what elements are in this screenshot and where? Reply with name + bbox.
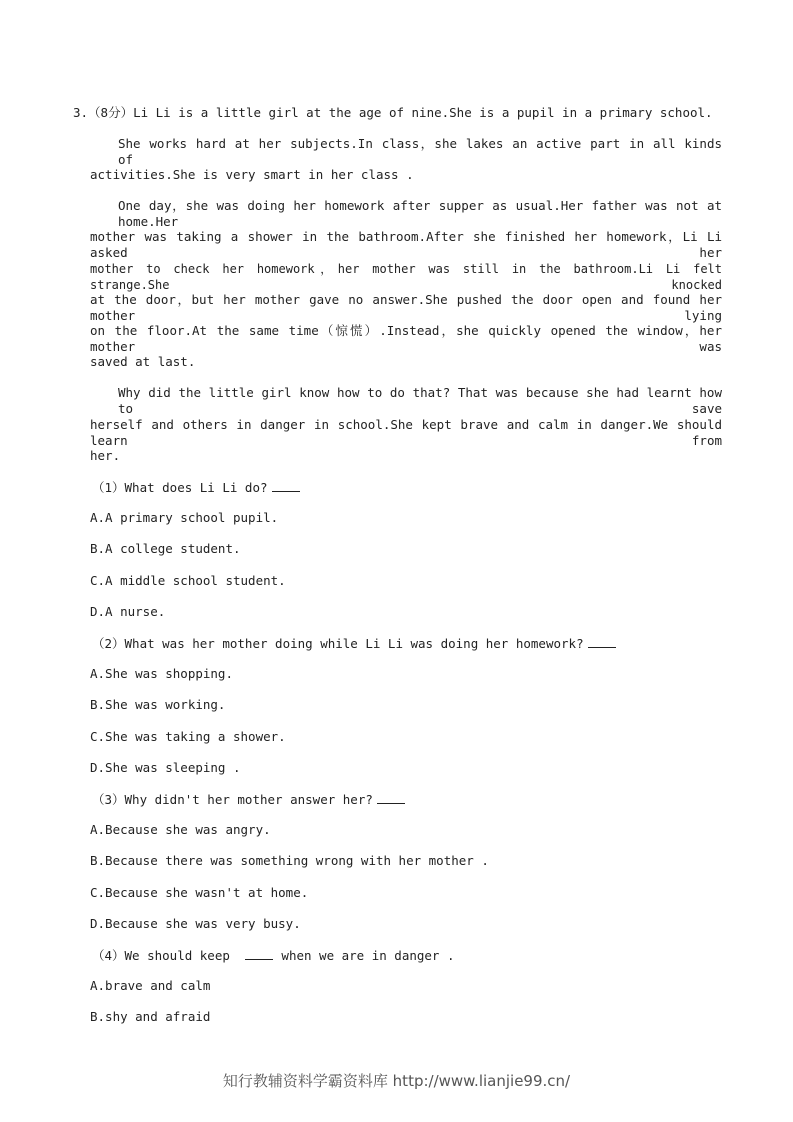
answer-blank[interactable] [377,791,405,804]
option: A.brave and calm [90,978,211,993]
option: D.She was sleeping . [90,760,241,775]
option: B.She was working. [90,697,226,712]
passage-line: herself and others in danger in school.She kept brave and calm in danger.We should learn from [90,417,722,448]
question-header: 3.（8分）Li Li is a little girl at the age of nine.She is a pupil in a primary school. [73,105,713,120]
question-stem-2: （2）What was her mother doing while Li Li was doing her homework? [92,635,616,652]
option: A.Because she was angry. [90,822,271,837]
page-footer-watermark: 知行教辅资料学霸资料库 http://www.lianjie99.cn/ [222,1072,571,1090]
passage-line: her. [90,448,121,463]
question-stem-3: （3）Why didn't her mother answer her? [92,791,405,808]
passage-line: activities.She is very smart in her class . [90,167,414,182]
passage-line: mother was taking a shower in the bathroom.After she finished her homework，Li Li asked her [90,229,722,260]
passage-line: She works hard at her subjects.In class，she lakes an active part in all kinds of [118,136,722,167]
answer-blank[interactable] [588,635,616,648]
option: B.A college student. [90,541,241,556]
option: C.A middle school student. [90,573,286,588]
option: D.Because she was very busy. [90,916,301,931]
passage-line: saved at last. [90,354,196,369]
answer-blank[interactable] [245,947,273,960]
passage-line: at the door，but her mother gave no answer.She pushed the door open and found her mother lying [90,292,722,323]
option: A.She was shopping. [90,666,233,681]
passage-line: on the floor.At the same time（惊慌）.Instead，she quickly opened the window，her mother was [90,323,722,354]
option: B.Because there was something wrong with her mother . [90,853,489,868]
option: C.Because she wasn't at home. [90,885,309,900]
passage-line: mother to check her homework，her mother was still in the bathroom.Li Li felt strange.She knocked [90,262,722,292]
option: C.She was taking a shower. [90,729,286,744]
question-stem-1: （1）What does Li Li do? [92,479,300,496]
passage-line: One day，she was doing her homework after supper as usual.Her father was not at home.Her [118,198,722,229]
option: D.A nurse. [90,604,166,619]
option: B.shy and afraid [90,1009,211,1024]
question-stem-4: （4）We should keep when we are in danger . [92,948,455,963]
answer-blank[interactable] [272,479,300,492]
passage-line: Why did the little girl know how to do that? That was because she had learnt how to save [118,385,722,416]
option: A.A primary school pupil. [90,510,279,525]
